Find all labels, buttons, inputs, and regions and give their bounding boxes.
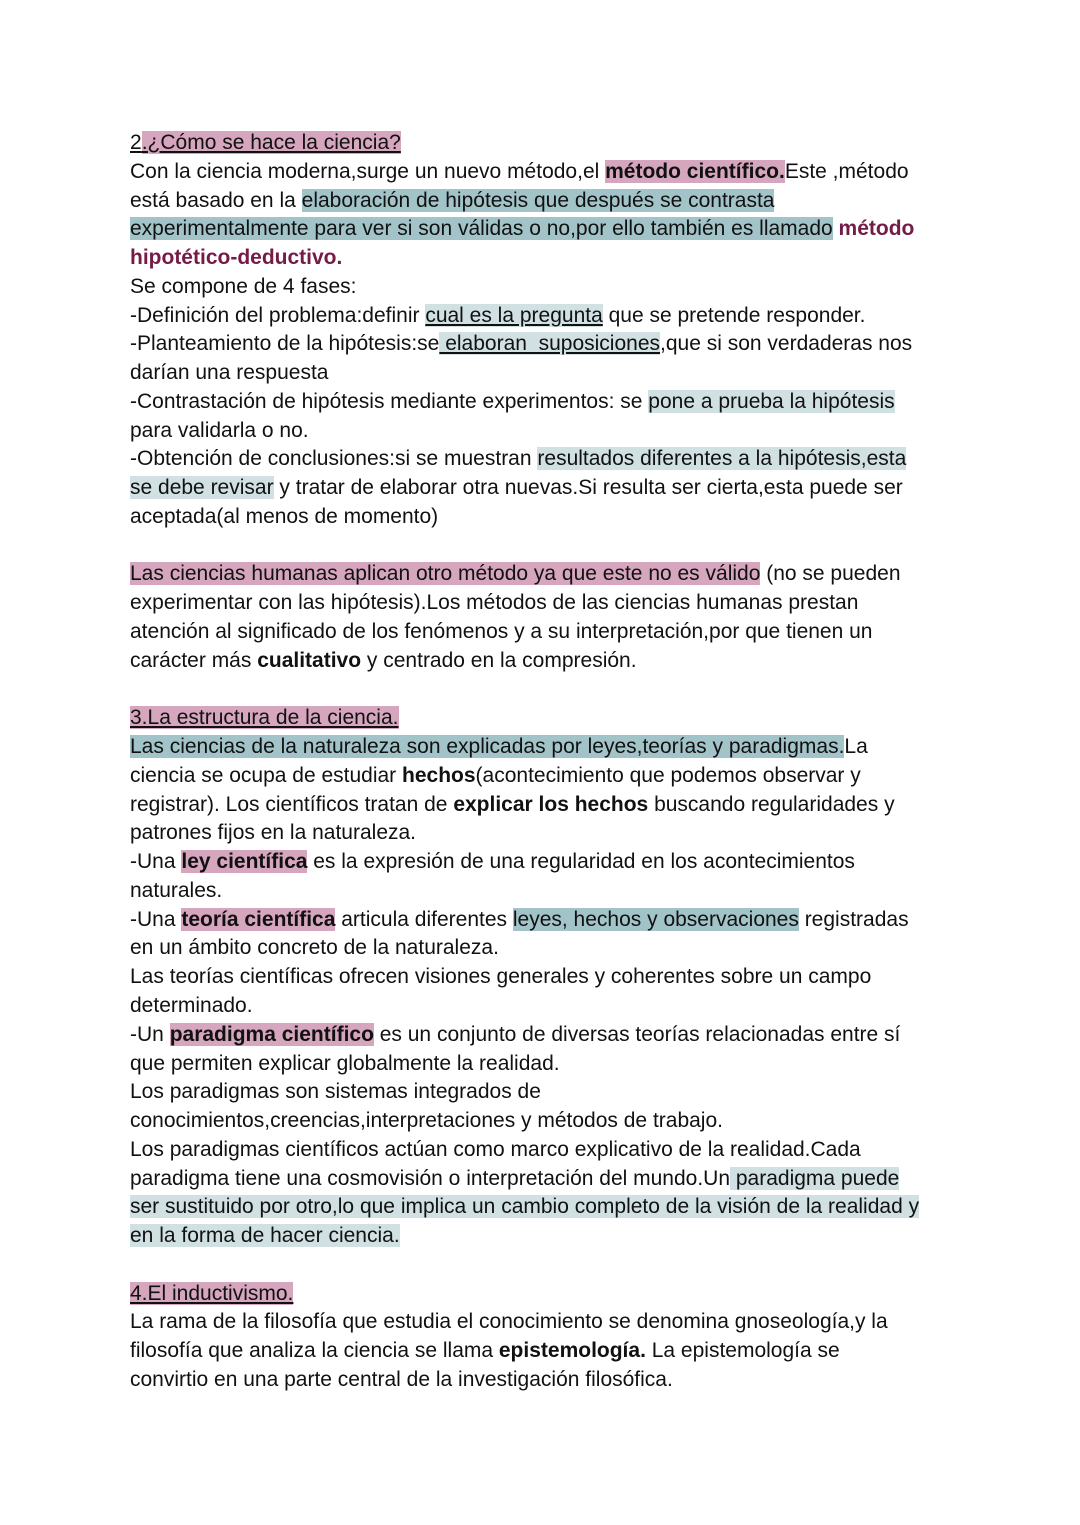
text-line — [130, 445, 919, 474]
text-segment: está basado en la — [130, 188, 302, 212]
highlighted-text: resultados diferentes a la hipótesis,esta — [537, 447, 907, 471]
text-segment: naturales. — [130, 878, 223, 902]
bold-term: explicar los hechos — [453, 792, 649, 816]
text-line — [130, 1337, 919, 1366]
section-heading: 4.El inductivismo. — [130, 1281, 294, 1305]
text-line — [130, 187, 919, 216]
text-line — [130, 1021, 919, 1050]
highlighted-text: leyes, hechos y observaciones — [512, 907, 799, 931]
bold-term: método — [832, 217, 915, 241]
text-segment: paradigma tiene una cosmovisión o interpretación del mundo.Un — [130, 1166, 731, 1190]
text-line — [130, 330, 919, 359]
text-segment: articula diferentes — [335, 907, 513, 931]
text-segment: registrar). Los científicos tratan de — [130, 792, 454, 816]
text-line — [130, 158, 919, 187]
document-body — [130, 129, 919, 1395]
text-segment: carácter más — [130, 648, 258, 672]
highlighted-text: cual es la pregunta — [425, 303, 603, 327]
text-line — [130, 647, 919, 676]
text-segment: para validarla o no. — [130, 418, 309, 442]
highlighted-text: paradigma puede — [730, 1166, 900, 1190]
text-line — [130, 503, 919, 532]
text-segment: ,que si son verdaderas nos — [660, 332, 913, 356]
text-segment: Los paradigmas son sistemas integrados de — [130, 1080, 541, 1104]
bold-term: método científico. — [605, 159, 785, 183]
text-line — [130, 388, 919, 417]
bold-term: hipotético-deductivo. — [130, 246, 343, 270]
text-line — [130, 359, 919, 388]
text-segment: -Una — [130, 850, 182, 874]
text-line — [130, 1165, 919, 1194]
text-segment: Se compone de 4 fases: — [130, 274, 357, 298]
blank-line — [130, 676, 919, 705]
text-line — [130, 992, 919, 1021]
section-heading: 3.La estructura de la ciencia. — [130, 706, 399, 730]
text-segment: La epistemología se — [645, 1339, 840, 1363]
text-line — [130, 1107, 919, 1136]
text-line — [130, 963, 919, 992]
text-segment: determinado. — [130, 993, 253, 1017]
text-line — [130, 273, 919, 302]
text-line — [130, 848, 919, 877]
text-segment: -Un — [130, 1022, 170, 1046]
text-line — [130, 877, 919, 906]
text-segment: -Planteamiento de la hipótesis:se — [130, 332, 440, 356]
text-line — [130, 704, 919, 733]
highlighted-text: en la forma de hacer ciencia. — [130, 1224, 400, 1248]
text-segment: en un ámbito concreto de la naturaleza. — [130, 936, 499, 960]
text-line — [130, 129, 919, 158]
text-line — [130, 791, 919, 820]
text-segment: Las teorías científicas ofrecen visiones generales y coherentes sobre un campo — [130, 965, 872, 989]
text-segment: y tratar de elaborar otra nuevas.Si resulta ser cierta,esta puede ser — [273, 476, 903, 500]
text-segment: Los paradigmas científicos actúan como marco explicativo de la realidad.Cada — [130, 1137, 861, 1161]
text-segment: atención al significado de los fenómenos y a su interpretación,por que tienen un — [130, 620, 873, 644]
highlighted-text: elaboración de hipótesis que después se contrasta — [301, 188, 775, 212]
text-line — [130, 819, 919, 848]
text-segment: -Una — [130, 907, 182, 931]
text-segment: experimentar con las hipótesis).Los métodos de las ciencias humanas prestan — [130, 591, 859, 615]
text-line — [130, 1136, 919, 1165]
text-line — [130, 474, 919, 503]
highlighted-text: se debe revisar — [130, 476, 274, 500]
text-line — [130, 1366, 919, 1395]
text-segment: Con la ciencia moderna,surge un nuevo método,el — [130, 159, 606, 183]
text-segment: La rama de la filosofía que estudia el conocimiento se denomina gnoseología,y la — [130, 1310, 888, 1334]
highlighted-text: Las ciencias humanas aplican otro método ya que este no es válido — [130, 562, 761, 586]
text-segment: (no se pueden — [760, 562, 901, 586]
blank-line — [130, 532, 919, 561]
text-line — [130, 215, 919, 244]
text-segment: (acontecimiento que podemos observar y — [475, 763, 861, 787]
text-segment: es la expresión de una regularidad en los acontecimientos — [307, 850, 855, 874]
text-line — [130, 244, 919, 273]
section-heading: .¿Cómo se hace la ciencia? — [141, 131, 401, 154]
text-line — [130, 560, 919, 589]
text-segment: conocimientos,creencias,interpretaciones y métodos de trabajo. — [130, 1109, 723, 1133]
text-line — [130, 1308, 919, 1337]
bold-term: cualitativo — [257, 648, 362, 672]
bold-term: ley científica — [181, 850, 308, 874]
text-line — [130, 417, 919, 446]
text-line — [130, 302, 919, 331]
highlighted-text: ser sustituido por otro,lo que implica un cambio completo de la visión de la realidad y — [130, 1195, 920, 1219]
text-segment: es un conjunto de diversas teorías relacionadas entre sí — [373, 1022, 901, 1046]
text-line — [130, 934, 919, 963]
text-segment: convirtio en una parte central de la investigación filosófica. — [130, 1367, 673, 1391]
text-segment: que permiten explicar globalmente la realidad. — [130, 1051, 560, 1075]
text-segment: buscando regularidades y — [648, 792, 895, 816]
text-line — [130, 618, 919, 647]
text-line — [130, 1222, 919, 1251]
text-segment: -Contrastación de hipótesis mediante experimentos: se — [130, 389, 649, 413]
text-segment: filosofía que analiza la ciencia se llama — [130, 1339, 499, 1363]
text-line — [130, 762, 919, 791]
text-segment: que se pretende responder. — [602, 303, 866, 327]
text-segment: Este ,método — [784, 159, 909, 183]
highlighted-text: Las ciencias de la naturaleza son explicadas por leyes,teorías y paradigmas. — [130, 735, 845, 759]
bold-term: hechos — [402, 763, 476, 787]
text-segment: 2 — [130, 131, 142, 154]
bold-term: teoría científica — [181, 907, 336, 931]
blank-line — [130, 1251, 919, 1280]
highlighted-text: elaboran suposiciones — [439, 332, 661, 356]
highlighted-text: experimentalmente para ver si son válidas o no,por ello también es llamado — [130, 217, 833, 241]
text-segment: -Obtención de conclusiones:si se muestran — [130, 447, 538, 471]
text-segment: ciencia se ocupa de estudiar — [130, 763, 403, 787]
bold-term: paradigma científico — [169, 1022, 374, 1046]
bold-term: epistemología. — [498, 1339, 646, 1363]
text-line — [130, 1280, 919, 1309]
text-line — [130, 733, 919, 762]
text-segment: aceptada(al menos de momento) — [130, 504, 439, 528]
highlighted-text: pone a prueba la hipótesis — [648, 389, 895, 413]
text-line — [130, 906, 919, 935]
text-segment: La — [844, 735, 868, 759]
text-line — [130, 589, 919, 618]
text-segment: patrones fijos en la naturaleza. — [130, 821, 417, 845]
text-segment: y centrado en la compresión. — [361, 648, 637, 672]
text-segment: darían una respuesta — [130, 361, 329, 385]
text-line — [130, 1050, 919, 1079]
text-line — [130, 1193, 919, 1222]
text-segment: -Definición del problema:definir — [130, 303, 426, 327]
text-segment: registradas — [798, 907, 909, 931]
text-line — [130, 1078, 919, 1107]
